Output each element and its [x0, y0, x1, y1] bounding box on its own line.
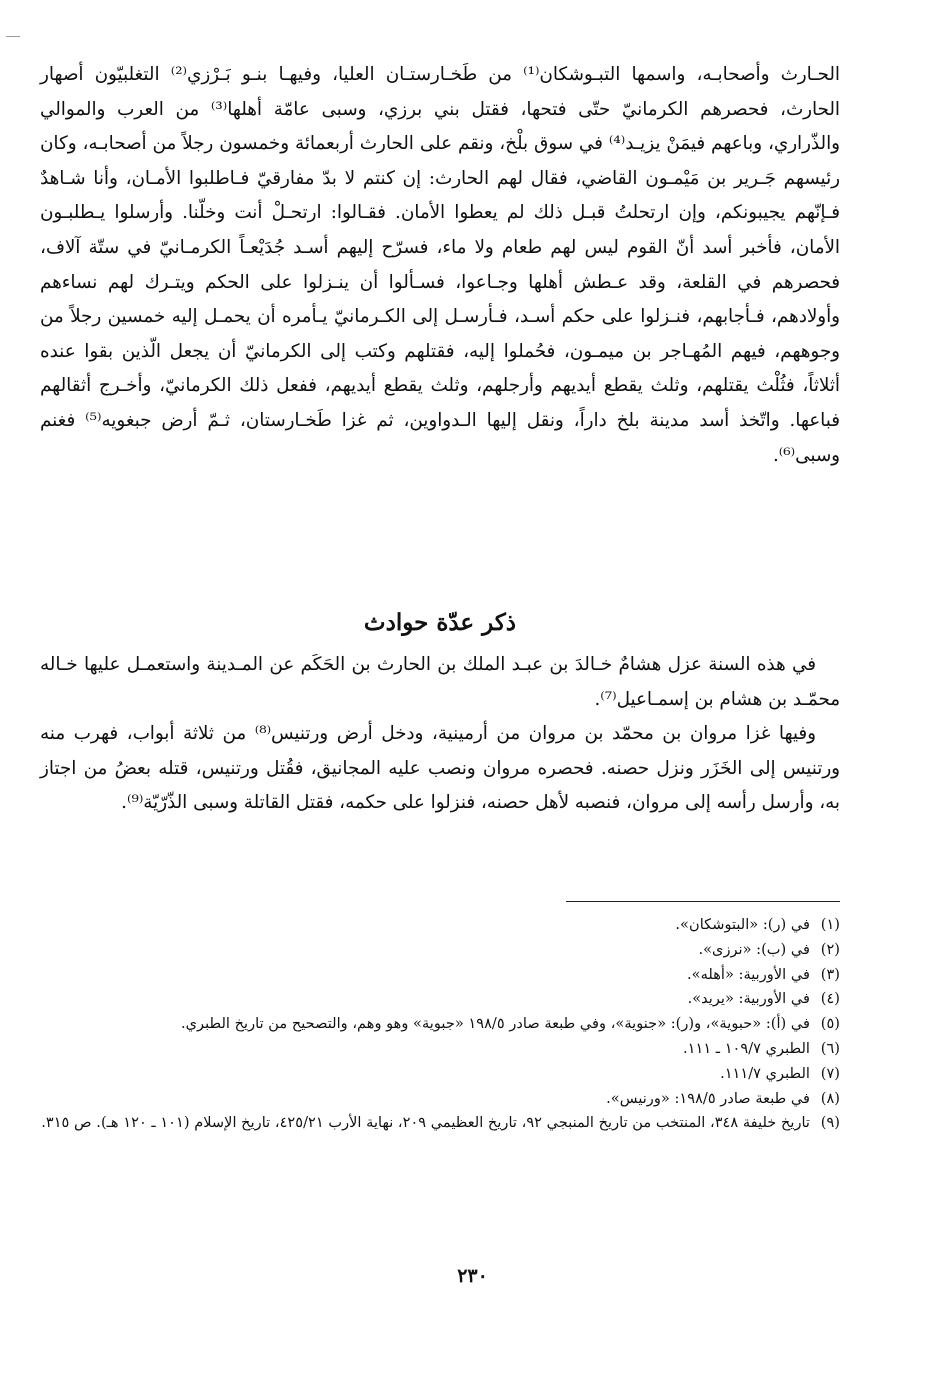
footnote-item [40, 1111, 840, 1136]
footnote-item [40, 987, 840, 1012]
page-number: ٢٣٠ [457, 1265, 488, 1287]
footnote-text: الطبري ١٠٩/٧ ـ ١١١. [683, 1039, 810, 1057]
footnote-item [40, 938, 840, 963]
body-paragraph: الحـارث وأصحابـه، واسمها التبـوشكان⁽¹⁾ من طَخـارستـان العليا، وفيهـا بنـو بَـرْزي⁽²⁾ التغلبيّون أصهار الحارث، فحصرهم الكرمانيّ حتّى فتحها، فقتل بني برزي، وسبى عامّة أهلها⁽³⁾ من العرب والموالي والذّراري، وباعهم فيمَنْ يزيـد⁽⁴⁾ في سوق بلْخ، ونقم على الحارث أربعمائة وخمسون رجلاً من أصحابـه، وكان رئيسهم جَـرير بن مَيْمـون القاضي، فقال لهم الحارث: إن كنتم لا بدّ مفارقيّ فـاطلبوا الأمـان، وأنا شـاهدٌ فـإنّهم يجيبونكم، وإن ارتحلتُ قبـل ذلك لم يعطوا الأمان. فقـالوا: ارتحـلْ أنت وخلّنا. وأرسلوا يـطلبـون الأمان، فأخبر أسد أنّ القوم ليس لهم طعام ولا ماء، فسرّح إليهم أسـد جُدَيْعـاً الكرمـانيّ في ستّة آلاف، فحصرهم في القلعة، وقد عـطش أهلها وجـاعوا، فسـألوا أن ينـزلوا على الحكم ويتـرك لهم نساءهم وأولادهم، فـأجابهم، فنـزلوا على حكم أسـد، فـأرسـل إلى الكـرمانيّ يـأمره أن يحمـل إليه خمسين رجلاً من وجوههم، فيهم المُهـاجر بن ميمـون، فحُملوا إليه، فقتلهم وكتب إلى الكرمانيّ أن يجعل الّذين بقوا عنده أثلاثاً، فثُلْث يقتلهم، وثلث يقطع أيديهم وأرجلهم، وثلث يقطع أيديهم، ففعل ذلك الكرمانيّ، وأخـرج أثقالهم فباعها. واتّخذ أسد مدينة بلخ داراً، ونقل إليها الـدواوين، ثم غزا طَخـارستان، ثـمّ أرض جبغويه⁽⁵⁾ فغنم وسبى⁽⁶⁾. [40, 64, 841, 466]
footnote-number: (٩) [820, 1114, 840, 1132]
main-text-block [40, 58, 840, 473]
footnote-text: الطبري ١١١/٧. [720, 1064, 810, 1082]
footnotes-list [40, 913, 840, 1136]
footnote-text: في الأوربية: «يريد». [687, 990, 810, 1008]
footnote-text: في طبعة صادر ١٩٨/٥: «ورنيس». [606, 1089, 810, 1107]
footnote-item [40, 1062, 840, 1087]
footnote-number: (٣) [820, 965, 840, 983]
footnote-item [40, 1087, 840, 1112]
footnote-number: (٥) [820, 1015, 840, 1033]
footnote-number: (١) [820, 916, 840, 933]
footnote-number: (٤) [820, 990, 840, 1008]
footnote-item [40, 1012, 840, 1037]
footnote-text: في (ب): «نرزى». [698, 940, 810, 958]
footnote-item [40, 1037, 840, 1062]
margin-mark [6, 36, 20, 37]
footnote-text: تاريخ خليفة ٣٤٨، المنتخب من تاريخ المنبجي ٩٢، تاريخ العظيمي ٢٠٩، نهاية الأرب ٤٢٥/٢١، تاريخ الإسلام (١٠١ ـ ١٢٠ هـ). ص ٣١٥. [41, 1114, 810, 1132]
section-paragraph-2: وفيها غزا مروان بن محمّد بن مروان من أرمينية، ودخل أرض ورتنيس⁽⁸⁾ من ثلاثة أبواب، فهرب منه ورتنيس إلى الخَزَر ونزل حصنه. فحصره مروان ونصب عليه المجانيق، فقُتل ورتنيس، قتله بعضُ من اجتاز به، وأرسل رأسه إلى مروان، فنصبه لأهل حصنه، فنزلوا على حكمه، فقتل القاتلة وسبى الذّرّيّة⁽⁹⁾. [40, 723, 840, 814]
footnote-text: في الأوربية: «أهله». [687, 965, 810, 983]
footnote-divider [566, 901, 840, 902]
footnote-number: (٧) [820, 1064, 840, 1082]
footnote-text: في (أ): «حبوية»، و(ر): «جنوية»، وفي طبعة صادر ١٩٨/٥ «جبوية» وهو وهم، والتصحيح من تاريخ الطبري. [180, 1015, 810, 1033]
footnote-number: (٦) [820, 1039, 840, 1057]
footnote-item [40, 963, 840, 988]
footnote-item [40, 913, 840, 938]
footnote-number: (٨) [820, 1089, 840, 1107]
footnote-number: (٢) [820, 940, 840, 958]
section-heading: ذكر عدّة حوادث [363, 609, 517, 636]
section-paragraph-1: في هذه السنة عزل هشامٌ خـالدَ بن عبـد الملك بن الحارث بن الحَكَم عن المـدينة واستعمـل عليها خـاله محمّـد بن هشام بن إسمـاعيل⁽⁷⁾. [40, 654, 840, 710]
footnote-text: في (ر): «البتوشكان». [675, 916, 810, 933]
section-text-block [40, 648, 840, 821]
